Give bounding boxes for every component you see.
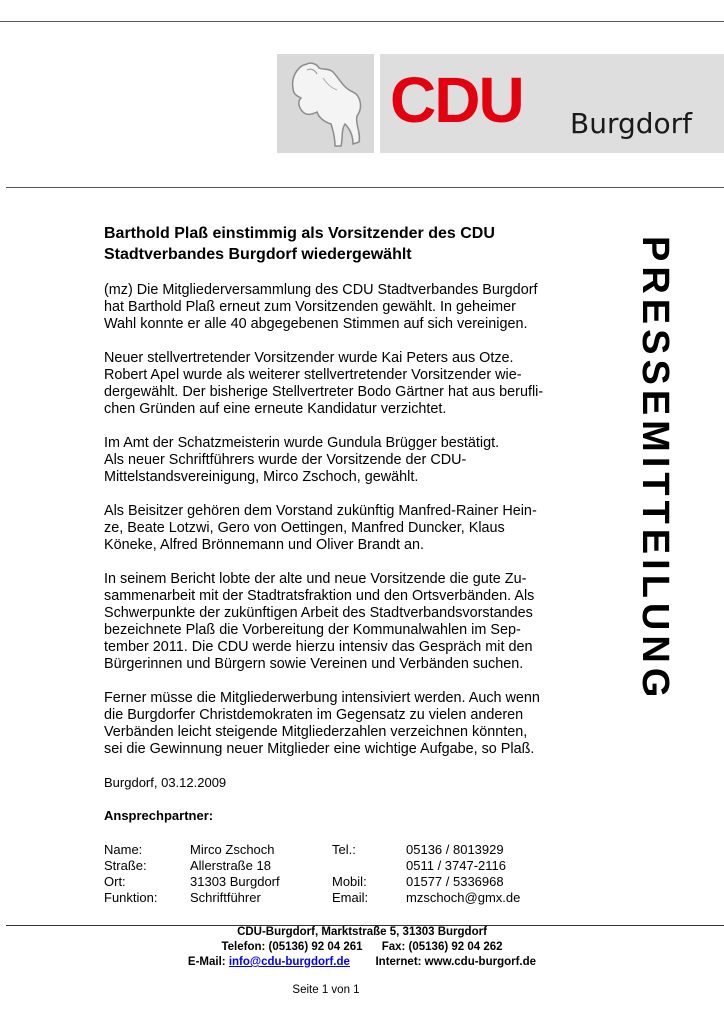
text-line: die Burgdorfer Christdemokraten im Gegensatz zu vielen anderen <box>104 707 524 723</box>
paragraph <box>104 503 552 554</box>
text-line: Köneke, Alfred Brönnemann und Oliver Brandt an. <box>104 537 424 553</box>
contact-value: 01577 / 5336968 <box>406 874 504 889</box>
press-release-body <box>104 223 552 906</box>
text-line: Im Amt der Schatzmeisterin wurde Gundula Brügger bestätigt. <box>104 435 500 451</box>
header-banner <box>277 54 724 153</box>
contact-value: Mirco Zschoch <box>190 842 275 857</box>
dateline: Burgdorf, 03.12.2009 <box>104 775 227 790</box>
paragraph <box>104 690 552 758</box>
contact-label: Straße: <box>104 858 147 873</box>
contact-label: Funktion: <box>104 890 158 905</box>
paragraph <box>104 435 552 486</box>
text-line: tember 2011. Die CDU werde hierzu intensiv das Gespräch mit den <box>104 639 533 655</box>
side-label-pressemitteilung: PRESSEMITTEILUNG <box>634 236 676 703</box>
paragraph <box>104 350 552 418</box>
contact-label: Mobil: <box>332 874 367 889</box>
footer-internet: Internet: www.cdu-burgorf.de <box>375 956 537 968</box>
footer-email-link[interactable]: info@cdu-burgdorf.de <box>228 956 350 968</box>
contact-value: 31303 Burgdorf <box>190 874 280 889</box>
text-line: Schwerpunkte der zukünftigen Arbeit des Stadtverbandsvorstandes <box>104 605 533 621</box>
paragraph <box>104 571 552 673</box>
text-line: ze, Beate Lotzwi, Gero von Oettingen, Manfred Duncker, Klaus <box>104 520 505 536</box>
text-line: dergewählt. Der bisherige Stellvertreter Bodo Gärtner hat aus berufli- <box>104 384 544 400</box>
contact-value: Allerstraße 18 <box>190 858 271 873</box>
text-line: Wahl konnte er alle 40 abgegebenen Stimmen auf sich vereinigen. <box>104 316 528 332</box>
text-line: Neuer stellvertretender Vorsitzender wurde Kai Peters aus Otze. <box>104 350 514 366</box>
page-number: Seite 1 von 1 <box>292 984 360 996</box>
top-rule <box>0 21 724 22</box>
contact-label: Tel.: <box>332 842 356 857</box>
footer-fax: Fax: (05136) 92 04 262 <box>381 941 503 953</box>
contact-row <box>104 842 552 858</box>
text-line: bezeichnete Plaß die Vorbereitung der Kommunalwahlen im Sep- <box>104 622 521 638</box>
contact-label: Email: <box>332 890 369 905</box>
contact-label: Name: <box>104 842 143 857</box>
horse-emblem <box>277 54 374 153</box>
footer-contact <box>0 955 724 970</box>
text-line: Bürgerinnen und Bürgern sowie Vereinen und Verbänden suchen. <box>104 656 524 672</box>
headline-line: Barthold Plaß einstimmig als Vorsitzender des CDU <box>104 225 495 242</box>
contact-label: Ort: <box>104 874 126 889</box>
text-line: sammenarbeit mit der Stadtratsfraktion und den Ortsverbänden. Als <box>104 588 535 604</box>
text-line: sei die Gewinnung neuer Mitglieder eine wichtige Aufgabe, so Plaß. <box>104 741 535 757</box>
contact-row <box>104 890 552 906</box>
headline <box>104 223 552 265</box>
text-line: Als neuer Schriftführers wurde der Vorsitzende der CDU- <box>104 452 467 468</box>
text-line: chen Gründen auf eine erneute Kandidatur verzichtet. <box>104 401 447 417</box>
contact-row <box>104 858 552 874</box>
paragraph <box>104 282 552 333</box>
logo-location: Burgdorf <box>570 107 693 140</box>
headline-line: Stadtverbandes Burgdorf wiedergewählt <box>104 246 412 263</box>
text-line: hat Barthold Plaß erneut zum Vorsitzenden gewählt. In geheimer <box>104 299 516 315</box>
text-line: (mz) Die Mitgliederversammlung des CDU Stadtverbandes Burgdorf <box>104 282 538 298</box>
text-line: In seinem Bericht lobte der alte und neue Vorsitzende die gute Zu- <box>104 571 527 587</box>
footer-phone: Telefon: (05136) 92 04 261 <box>221 941 363 953</box>
lower-saxony-horse-icon <box>283 58 368 150</box>
logo-text: CDU <box>390 64 523 136</box>
contact-value: 0511 / 3747-2116 <box>406 858 506 873</box>
text-line: Robert Apel wurde als weiterer stellvertretender Vorsitzender wie- <box>104 367 522 383</box>
contact-value: 05136 / 8013929 <box>406 842 504 857</box>
contact-value: Schriftführer <box>190 890 261 905</box>
cdu-logo <box>380 54 724 153</box>
contact-title: Ansprechpartner: <box>104 808 214 823</box>
text-line: Ferner müsse die Mitgliederwerbung intensiviert werden. Auch wenn <box>104 690 540 706</box>
footer-email-label: E-Mail: <box>187 956 226 968</box>
contact-row <box>104 874 552 890</box>
header-rule <box>6 187 724 188</box>
text-line: Als Beisitzer gehören dem Vorstand zukünftig Manfred-Rainer Hein- <box>104 503 537 519</box>
text-line: Verbänden leicht steigende Mitgliederzahlen verzeichnen könnten, <box>104 724 528 740</box>
text-line: Mittelstandsvereinigung, Mirco Zschoch, gewählt. <box>104 469 419 485</box>
footer-phone-fax <box>0 940 724 955</box>
contact-value: mzschoch@gmx.de <box>406 890 521 905</box>
footer-address: CDU-Burgdorf, Marktstraße 5, 31303 Burgdorf <box>237 926 487 938</box>
